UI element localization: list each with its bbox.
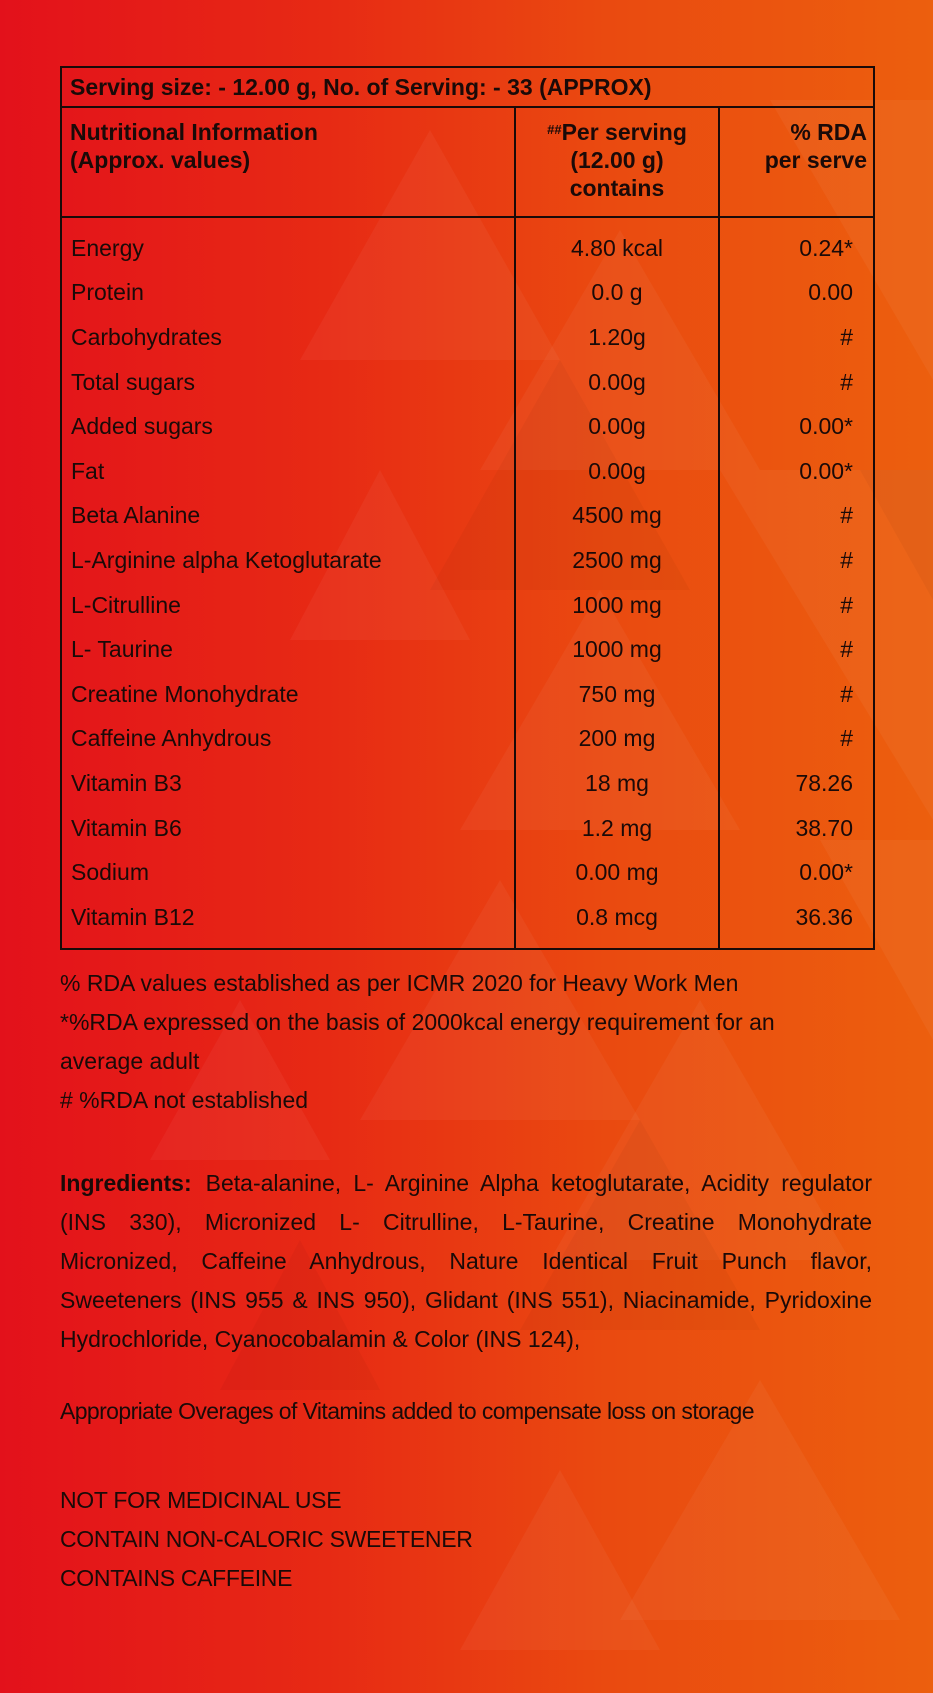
table-header-row xyxy=(61,107,874,217)
nutrient-name: L-Arginine alpha Ketoglutarate xyxy=(61,538,515,583)
table-row xyxy=(61,538,874,583)
nutrient-value: 0.0 g xyxy=(515,271,719,316)
header-rda-line1: % RDA xyxy=(790,119,867,145)
nutrient-value: 0.00 mg xyxy=(515,850,719,895)
nutrient-name: Vitamin B6 xyxy=(61,806,515,851)
nutrient-rda: # xyxy=(719,717,874,762)
nutrient-name: L-Citrulline xyxy=(61,583,515,628)
table-row xyxy=(61,315,874,360)
nutrition-table xyxy=(60,66,875,950)
nutrient-value: 4500 mg xyxy=(515,494,719,539)
nutrient-value: 4.80 kcal xyxy=(515,217,719,271)
nutrient-rda: # xyxy=(719,672,874,717)
nutrient-rda: 0.00 xyxy=(719,271,874,316)
table-row xyxy=(61,271,874,316)
serving-size-row xyxy=(61,67,874,107)
nutrient-rda: 0.00* xyxy=(719,449,874,494)
header-rda-line2: per serve xyxy=(764,147,867,173)
nutrient-name: Protein xyxy=(61,271,515,316)
table-row xyxy=(61,404,874,449)
header-nutrition-line2: (Approx. values) xyxy=(70,147,251,173)
header-rda xyxy=(719,107,874,217)
nutrient-name: Sodium xyxy=(61,850,515,895)
table-row xyxy=(61,850,874,895)
nutrient-rda: 78.26 xyxy=(719,761,874,806)
ingredients-label: Ingredients: xyxy=(60,1170,192,1196)
header-per-serving-line3: contains xyxy=(569,175,665,201)
serving-size-title: Serving size: - 12.00 g, No. of Serving: - 33 (APPROX) xyxy=(61,67,874,107)
warning-line: NOT FOR MEDICINAL USE xyxy=(60,1487,342,1513)
nutrient-value: 200 mg xyxy=(515,717,719,762)
nutrient-name: Beta Alanine xyxy=(61,494,515,539)
nutrient-rda: # xyxy=(719,538,874,583)
header-per-serving xyxy=(515,107,719,217)
nutrient-name: Fat xyxy=(61,449,515,494)
nutrient-name: Vitamin B12 xyxy=(61,895,515,949)
ingredients-paragraph xyxy=(60,1164,872,1359)
header-per-serving-line2: (12.00 g) xyxy=(570,147,664,173)
rda-note: average adult xyxy=(60,1048,200,1074)
nutrient-value: 1.2 mg xyxy=(515,806,719,851)
nutrient-name: Energy xyxy=(61,217,515,271)
nutrient-value: 18 mg xyxy=(515,761,719,806)
table-row xyxy=(61,449,874,494)
table-row xyxy=(61,627,874,672)
nutrient-name: L- Taurine xyxy=(61,627,515,672)
nutrient-name: Total sugars xyxy=(61,360,515,405)
table-row xyxy=(61,895,874,949)
rda-note: *%RDA expressed on the basis of 2000kcal energy requirement for an xyxy=(60,1009,775,1035)
nutrient-value: 750 mg xyxy=(515,672,719,717)
nutrient-rda: # xyxy=(719,315,874,360)
rda-notes xyxy=(60,964,880,1120)
table-row xyxy=(61,217,874,271)
warning-line: CONTAIN NON-CALORIC SWEETENER xyxy=(60,1526,473,1552)
nutrient-rda: # xyxy=(719,583,874,628)
nutrient-value: 2500 mg xyxy=(515,538,719,583)
nutrient-value: 1.20g xyxy=(515,315,719,360)
nutrient-rda: 0.00* xyxy=(719,404,874,449)
table-row xyxy=(61,360,874,405)
overages-note: Appropriate Overages of Vitamins added to compensate loss on storage xyxy=(60,1398,754,1424)
table-row xyxy=(61,672,874,717)
nutrient-value: 1000 mg xyxy=(515,583,719,628)
nutrient-name: Vitamin B3 xyxy=(61,761,515,806)
nutrient-rda: 0.24* xyxy=(719,217,874,271)
nutrient-rda: # xyxy=(719,360,874,405)
table-row xyxy=(61,717,874,762)
table-row xyxy=(61,806,874,851)
table-row xyxy=(61,761,874,806)
nutrient-rda: 36.36 xyxy=(719,895,874,949)
nutrient-value: 0.00g xyxy=(515,449,719,494)
nutrient-name: Creatine Monohydrate xyxy=(61,672,515,717)
nutrient-value: 1000 mg xyxy=(515,627,719,672)
nutrient-rda: # xyxy=(719,627,874,672)
table-row xyxy=(61,494,874,539)
header-nutritional-information xyxy=(61,107,515,217)
nutrient-name: Added sugars xyxy=(61,404,515,449)
nutrient-value: 0.8 mcg xyxy=(515,895,719,949)
header-per-serving-line1: Per serving xyxy=(561,119,687,145)
nutrient-rda: 0.00* xyxy=(719,850,874,895)
table-row xyxy=(61,583,874,628)
nutrient-name: Carbohydrates xyxy=(61,315,515,360)
rda-note: # %RDA not established xyxy=(60,1087,309,1113)
rda-note: % RDA values established as per ICMR 2020 for Heavy Work Men xyxy=(60,970,739,996)
nutrient-value: 0.00g xyxy=(515,404,719,449)
warnings xyxy=(60,1481,473,1598)
nutrient-rda: 38.70 xyxy=(719,806,874,851)
header-per-serving-mark: ## xyxy=(547,122,562,137)
nutrient-rda: # xyxy=(719,494,874,539)
ingredients-text: Beta-alanine, L- Arginine Alpha ketoglutarate, Acidity regulator (INS 330), Micronized L- Citrulline, L-Taurine, Creatine Monohydrate Micronized, Caffeine Anhydrous, Nature Identical Fruit Punch flavor, Sweeteners (INS 955 & INS 950), Glidant (INS 551), Niacinamide, Pyridoxine Hydrochloride, Cyanocobalamin & Color (INS 124), xyxy=(60,1170,872,1352)
nutrient-value: 0.00g xyxy=(515,360,719,405)
warning-line: CONTAINS CAFFEINE xyxy=(60,1565,293,1591)
nutrient-name: Caffeine Anhydrous xyxy=(61,717,515,762)
header-nutrition-line1: Nutritional Information xyxy=(70,119,318,145)
